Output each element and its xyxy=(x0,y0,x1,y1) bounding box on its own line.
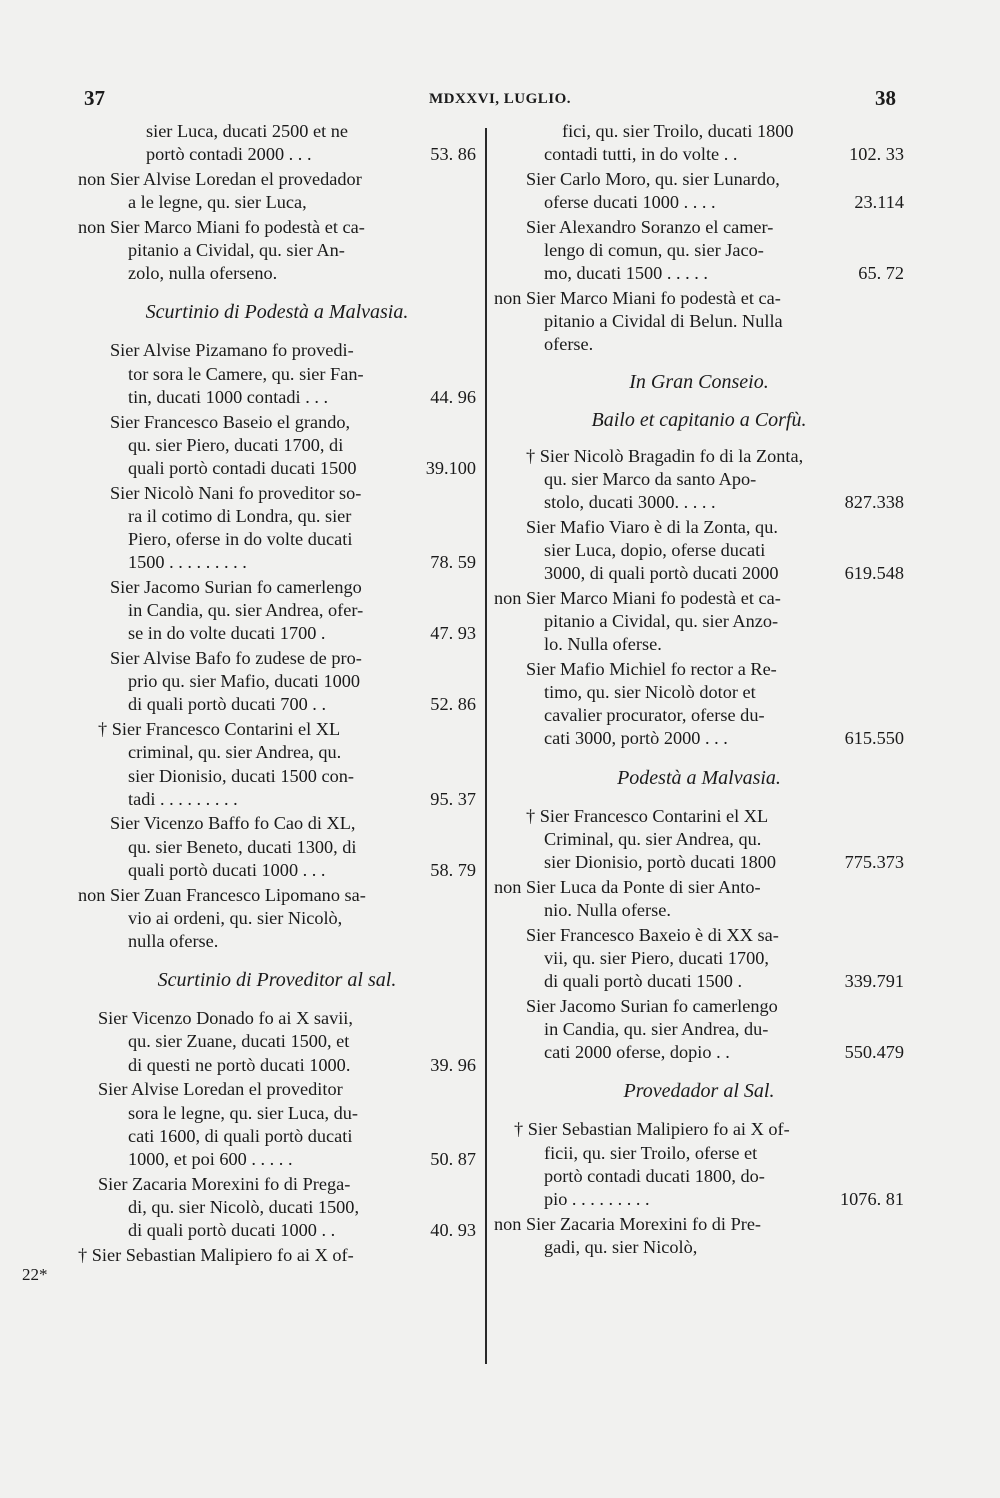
amount: 40. 93 xyxy=(426,1219,476,1242)
right-entry xyxy=(494,1213,904,1259)
entry-line: cavalier procurator, oferse du- xyxy=(544,705,765,726)
entry-line: non Sier Marco Miani fo podestà et ca- xyxy=(78,216,365,237)
left-entry xyxy=(78,482,476,575)
amount: 58. 79 xyxy=(426,859,476,882)
entry-line: sora le legne, qu. sier Luca, du- xyxy=(128,1102,358,1123)
entry-line: di questi ne portò ducati 1000. 39. 96 xyxy=(78,1054,476,1077)
entry-line: † Sier Francesco Contarini el XL xyxy=(526,805,769,826)
entry-line: pio . . . . . . . . . 1076. 81 xyxy=(494,1188,904,1211)
section-heading: Bailo et capitanio a Corfù. xyxy=(591,408,807,431)
amount: 78. 59 xyxy=(426,551,476,574)
amount: 339.791 xyxy=(841,970,904,993)
amount: 44. 96 xyxy=(426,386,476,409)
entry-line: vio ai ordeni, qu. sier Nicolò, xyxy=(128,907,343,928)
entry-line: fici, qu. sier Troilo, ducati 1800 xyxy=(562,121,794,141)
entry-line: quali portò ducati 1000 . . . 58. 79 xyxy=(78,859,476,882)
entry-line: pitanio a Cividal di Belun. Nulla xyxy=(544,311,783,332)
right-entry xyxy=(494,924,904,994)
entry-line: portò contadi ducati 1800, do- xyxy=(544,1165,765,1186)
running-title: MDXXVI, LUGLIO. xyxy=(428,91,572,107)
entry-line: 1500 . . . . . . . . . 78. 59 xyxy=(78,551,476,574)
entry-line: Sier Nicolò Nani fo proveditor so- xyxy=(110,482,362,503)
entry-line: † Sier Nicolò Bragadin fo di la Zonta, xyxy=(526,445,804,466)
section-heading: Scurtinio di Proveditor al sal. xyxy=(157,969,397,992)
entry-line: Sier Vicenzo Donado fo ai X savii, xyxy=(98,1008,353,1029)
entry-line: di quali portò ducati 700 . . 52. 86 xyxy=(78,693,476,716)
left-entry xyxy=(78,1244,476,1267)
entry-line: criminal, qu. sier Andrea, qu. xyxy=(128,742,342,763)
right-entry xyxy=(494,445,904,515)
entry-line: sier Dionisio, ducati 1500 con- xyxy=(128,765,354,786)
entry-line: mo, ducati 1500 . . . . . 65. 72 xyxy=(494,262,904,285)
entry-line: cati 3000, portò 2000 . . . 615.550 xyxy=(494,727,904,750)
amount: 775.373 xyxy=(841,851,904,874)
left-entry xyxy=(78,647,476,717)
left-entry xyxy=(78,884,476,954)
page-number-left: 37 xyxy=(84,86,105,110)
entry-line: Sier Alexandro Soranzo el camer- xyxy=(526,216,774,237)
entry-line: lo. Nulla oferse. xyxy=(544,634,662,655)
right-entry xyxy=(494,287,904,357)
section-heading: Scurtinio di Podestà a Malvasia. xyxy=(145,301,409,324)
amount: 102. 33 xyxy=(845,143,904,166)
entry-line: pitanio a Cividal, qu. sier An- xyxy=(128,240,345,261)
amount: 50. 87 xyxy=(426,1148,476,1171)
entry-line: in Candia, qu. sier Andrea, du- xyxy=(544,1019,769,1039)
section-heading: In Gran Conseio. xyxy=(629,370,769,393)
left-entry xyxy=(78,718,476,811)
entry-line: Sier Jacomo Surian fo camerlengo xyxy=(110,576,362,597)
entry-line: non Sier Zacaria Morexini fo di Pre- xyxy=(494,1213,762,1234)
entry-line: tin, ducati 1000 contadi . . . 44. 96 xyxy=(78,386,476,409)
amount: 65. 72 xyxy=(854,262,904,285)
amount: 95. 37 xyxy=(426,788,476,811)
entry-line: sier Luca, ducati 2500 et ne xyxy=(146,121,349,141)
page-number-right: 38 xyxy=(875,86,896,110)
entry-line: cati 2000 oferse, dopio . . 550.479 xyxy=(494,1041,904,1064)
entry-line: cati 1600, di quali portò ducati xyxy=(128,1125,353,1146)
entry-line: non Sier Zuan Francesco Lipomano sa- xyxy=(78,884,366,905)
entry-line: non Sier Alvise Loredan el provedador xyxy=(78,168,362,189)
amount: 23.114 xyxy=(850,191,904,214)
right-entry xyxy=(494,120,904,166)
entry-line: 3000, di quali portò ducati 2000 619.548 xyxy=(494,562,904,585)
entry-line: Sier Mafio Michiel fo rector a Re- xyxy=(526,658,777,679)
right-entry xyxy=(494,805,904,875)
right-entry xyxy=(494,1118,904,1211)
right-entry xyxy=(494,876,904,922)
left-entry xyxy=(78,216,476,286)
entry-line: Sier Zacaria Morexini fo di Prega- xyxy=(98,1173,351,1194)
amount: 827.338 xyxy=(841,491,904,514)
entry-line: Piero, oferse in do volte ducati xyxy=(128,529,353,550)
amount: 53. 86 xyxy=(426,143,476,166)
right-entry xyxy=(494,995,904,1065)
right-entry xyxy=(494,216,904,286)
entry-line: zolo, nulla oferseno. xyxy=(128,263,278,284)
entry-line: Sier Mafio Viaro è di la Zonta, qu. xyxy=(526,516,778,537)
entry-line: pitanio a Cividal, qu. sier Anzo- xyxy=(544,610,779,631)
entry-line: vii, qu. sier Piero, ducati 1700, xyxy=(544,947,769,968)
entry-line: Sier Alvise Bafo fo zudese de pro- xyxy=(110,648,362,669)
entry-line: qu. sier Marco da santo Apo- xyxy=(544,468,757,489)
entry-line: contadi tutti, in do volte . . 102. 33 xyxy=(494,143,904,166)
entry-line: Sier Carlo Moro, qu. sier Lunardo, xyxy=(526,168,780,189)
entry-line: stolo, ducati 3000. . . . . 827.338 xyxy=(494,491,904,514)
left-entry xyxy=(78,168,476,214)
entry-line: a le legne, qu. sier Luca, xyxy=(128,192,307,213)
right-entry xyxy=(494,658,904,751)
entry-line: oferse. xyxy=(544,334,594,355)
entry-line: di quali portò ducati 1500 . 339.791 xyxy=(494,970,904,993)
entry-line: qu. sier Piero, ducati 1700, di xyxy=(128,434,344,455)
entry-line: qu. sier Beneto, ducati 1300, di xyxy=(128,836,357,857)
entry-line: Sier Vicenzo Baffo fo Cao di XL, xyxy=(110,813,356,834)
amount: 39. 96 xyxy=(426,1054,476,1077)
left-entry xyxy=(78,1007,476,1077)
amount: 39.100 xyxy=(422,457,476,480)
amount: 52. 86 xyxy=(426,693,476,716)
left-entry xyxy=(78,1173,476,1243)
entry-line: quali portò contadi ducati 1500 39.100 xyxy=(78,457,476,480)
amount: 619.548 xyxy=(841,562,904,585)
right-entry xyxy=(494,168,904,214)
entry-line: sier Dionisio, portò ducati 1800 775.373 xyxy=(494,851,904,874)
left-entry xyxy=(78,339,476,409)
entry-line: qu. sier Zuane, ducati 1500, et xyxy=(128,1031,350,1052)
entry-line: gadi, qu. sier Nicolò, xyxy=(544,1236,698,1257)
amount: 550.479 xyxy=(841,1041,904,1064)
entry-line: Sier Alvise Pizamano fo provedi- xyxy=(110,340,354,361)
left-entry xyxy=(78,411,476,481)
entry-line: † Sier Sebastian Malipiero fo ai X of- xyxy=(514,1119,790,1140)
entry-line: ficii, qu. sier Troilo, oferse et xyxy=(544,1142,758,1163)
right-entry xyxy=(494,516,904,586)
entry-line: Sier Francesco Baseio el grando, xyxy=(110,411,351,432)
entry-line: in Candia, qu. sier Andrea, ofer- xyxy=(128,600,364,621)
entry-line: ra il cotimo di Londra, qu. sier xyxy=(128,505,352,526)
left-entry xyxy=(78,576,476,646)
entry-line: 1000, et poi 600 . . . . . 50. 87 xyxy=(78,1148,476,1171)
entry-line: timo, qu. sier Nicolò dotor et xyxy=(544,682,756,703)
section-heading: Podestà a Malvasia. xyxy=(617,766,781,789)
entry-line: tor sora le Camere, qu. sier Fan- xyxy=(128,363,364,384)
amount: 1076. 81 xyxy=(836,1188,904,1211)
entry-line: Criminal, qu. sier Andrea, qu. xyxy=(544,828,762,849)
entry-line: di, qu. sier Nicolò, ducati 1500, xyxy=(128,1196,360,1217)
entry-line: nio. Nulla oferse. xyxy=(544,899,671,920)
entry-line: tadi . . . . . . . . . 95. 37 xyxy=(78,788,476,811)
entry-line: lengo di comun, qu. sier Jaco- xyxy=(544,240,764,261)
entry-line: non Sier Marco Miani fo podestà et ca- xyxy=(494,587,781,608)
entry-line: non Sier Luca da Ponte di sier Anto- xyxy=(494,876,761,897)
margin-number: 22* xyxy=(22,1265,48,1284)
entry-line: di quali portò ducati 1000 . . 40. 93 xyxy=(78,1219,476,1242)
right-column xyxy=(494,120,904,1261)
entry-line: Sier Francesco Baxeio è di XX sa- xyxy=(526,924,779,945)
entry-line: oferse ducati 1000 . . . . 23.114 xyxy=(494,191,904,214)
entry-line: prio qu. sier Mafio, ducati 1000 xyxy=(128,671,361,692)
left-entry xyxy=(78,120,476,166)
amount: 615.550 xyxy=(841,727,904,750)
left-entry xyxy=(78,812,476,882)
entry-line: Sier Jacomo Surian fo camerlengo xyxy=(526,995,778,1016)
entry-line: non Sier Marco Miani fo podestà et ca- xyxy=(494,287,781,308)
entry-line: se in do volte ducati 1700 . 47. 93 xyxy=(78,622,476,645)
column-divider xyxy=(485,128,487,1364)
right-entry xyxy=(494,587,904,657)
entry-line: sier Luca, dopio, oferse ducati xyxy=(544,539,766,560)
entry-line: † Sier Francesco Contarini el XL xyxy=(98,719,341,740)
entry-line: † Sier Sebastian Malipiero fo ai X of- xyxy=(78,1244,354,1265)
left-column xyxy=(78,120,476,1268)
section-heading: Provedador al Sal. xyxy=(623,1080,775,1103)
left-entry xyxy=(78,1078,476,1171)
entry-line: nulla oferse. xyxy=(128,931,219,951)
amount: 47. 93 xyxy=(426,622,476,645)
entry-line: portò contadi 2000 . . . 53. 86 xyxy=(78,143,476,166)
entry-line: Sier Alvise Loredan el proveditor xyxy=(98,1079,343,1100)
